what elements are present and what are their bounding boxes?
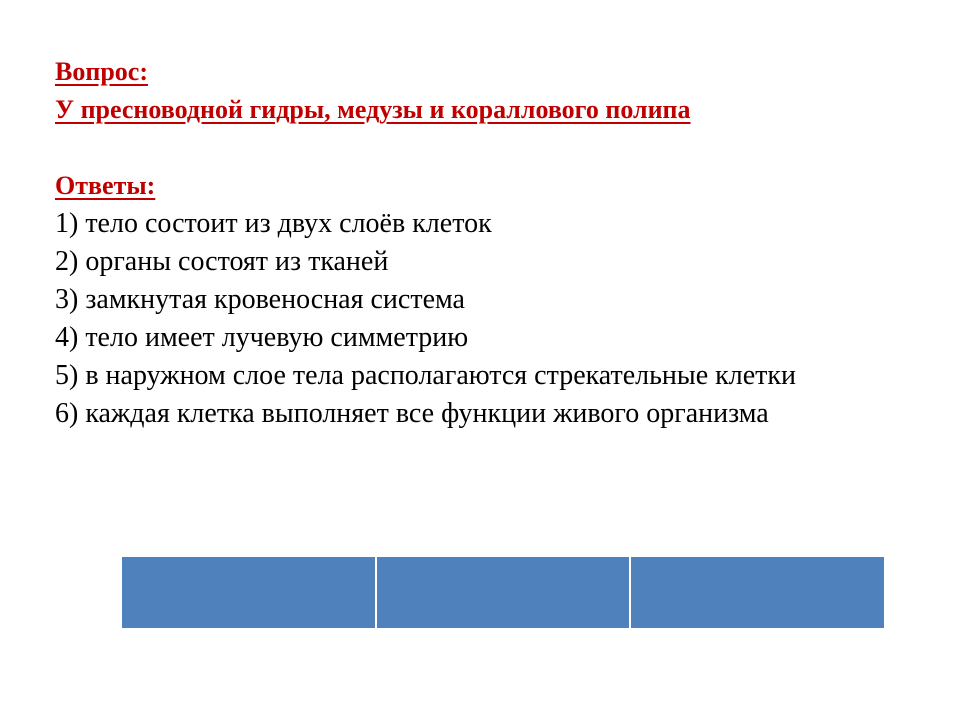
answer-item-1: 1) тело состоит из двух слоёв клеток xyxy=(55,208,492,239)
answer-item-6: 6) каждая клетка выполняет все функции живого организма xyxy=(55,398,769,429)
question-text: У пресноводной гидры, медузы и кораллового полипа xyxy=(55,95,691,124)
spacer xyxy=(55,129,915,167)
answer-cell-3[interactable] xyxy=(630,556,885,629)
slide-content xyxy=(55,53,915,433)
answer-item-5: 5) в наружном слое тела располагаются стрекательные клетки xyxy=(55,360,796,391)
answers-heading: Ответы: xyxy=(55,171,156,200)
answer-table-row xyxy=(121,556,885,629)
answer-cell-2[interactable] xyxy=(376,556,631,629)
answer-cell-1[interactable] xyxy=(121,556,376,629)
answer-table xyxy=(120,555,886,630)
answer-item-2: 2) органы состоят из тканей xyxy=(55,246,389,277)
answer-item-3: 3) замкнутая кровеносная система xyxy=(55,284,465,315)
question-heading: Вопрос: xyxy=(55,57,148,86)
answer-item-4: 4) тело имеет лучевую симметрию xyxy=(55,322,469,353)
